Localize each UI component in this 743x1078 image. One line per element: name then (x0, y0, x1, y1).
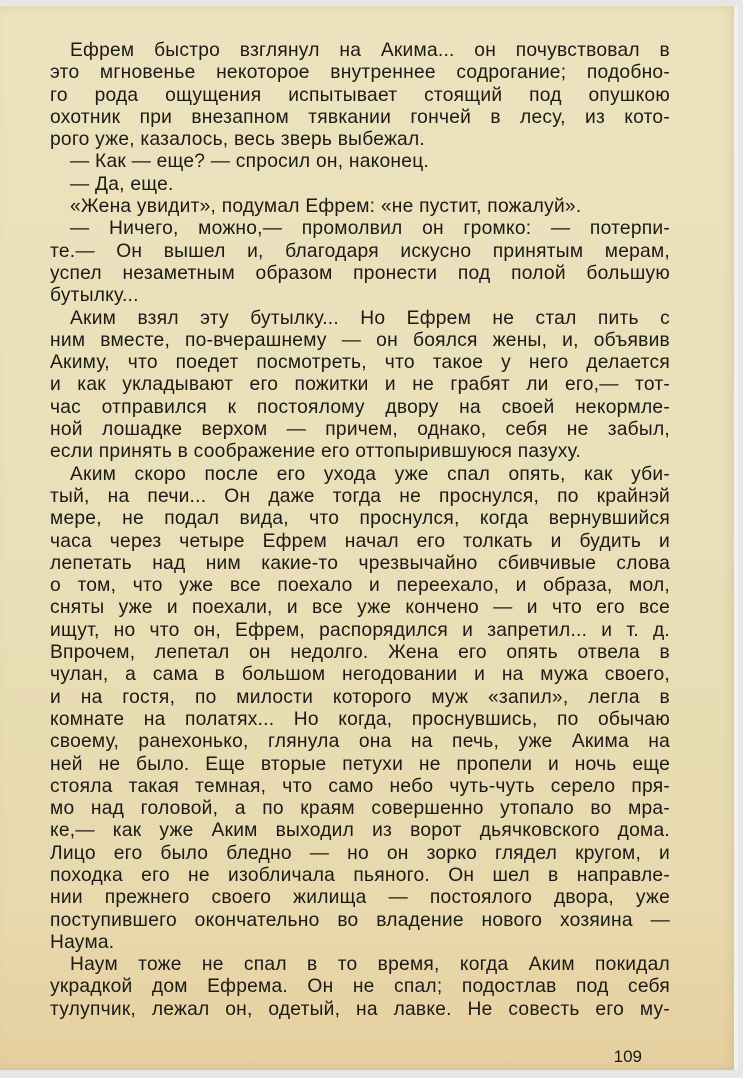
text-line: сняты уже и поехали, и все уже кончено — и что его все (50, 597, 670, 619)
text-line: го рода ощущения испытывает стоящий под опушкою (50, 84, 670, 106)
text-line: ним вместе, по-вчерашнему — он боялся жены, и, объявив (50, 329, 670, 351)
text-line: — Ничего, можно,— промолвил он громко: — потерпи- (70, 218, 670, 240)
text-line: своему, ранехонько, глянула она на печь, уже Акима на (50, 731, 670, 753)
text-line: — Как — еще? — спросил он, наконец. (70, 151, 430, 173)
text-line: те.— Он вышел и, благодаря искусно принятым мерам, (50, 240, 670, 262)
text-line: стояла такая темная, что само небо чуть-чуть серело пря- (50, 775, 670, 797)
text-line: комнате на полатях... Но когда, проснувшись, по обычаю (50, 708, 670, 730)
text-line: час отправился к постоялому двору на своей некормле- (50, 396, 670, 418)
text-line: бутылку... (50, 285, 139, 307)
text-line: Аким скоро после его ухода уже спал опять, как уби- (70, 463, 670, 485)
text-line: Наума. (50, 931, 115, 953)
text-line: походка его не изобличала пьяного. Он шел в направле- (50, 864, 670, 886)
text-line: это мгновенье некоторое внутреннее содрогание; подобно- (50, 62, 670, 84)
text-line: ищут, но что он, Ефрем, распорядился и запретил... и т. д. (50, 619, 670, 641)
text-line: и как укладывают его пожитки и не грабят ли его,— тот- (50, 374, 670, 396)
page-number: 109 (613, 1047, 642, 1066)
text-line: Акиму, что поедет посмотреть, что такое у него делается (50, 352, 670, 374)
text-line: — Да, еще. (70, 173, 174, 195)
text-line: мере, не подал вида, что проснулся, когда вернувшийся (50, 508, 670, 530)
text-line: Наум тоже не спал в то время, когда Аким покидал (70, 954, 670, 976)
text-line: Ефрем быстро взглянул на Акима... он почувствовал в (70, 40, 670, 61)
text-line: о том, что уже все поехало и переехало, и образа, мол, (50, 575, 670, 597)
text-line: если принять в соображение его оттопырившуюся пазуху. (50, 441, 582, 463)
text-line: лепетать над ним какие-то чрезвычайно сбивчивые слова (50, 552, 670, 574)
text-line: «Жена увидит», подумал Ефрем: «не пустит, пожалуй». (70, 196, 582, 218)
text-line: поступившего окончательно во владение нового хозяина — (50, 909, 670, 931)
text-line: рого уже, казалось, весь зверь выбежал. (50, 129, 425, 151)
text-line: ке,— как уже Аким выходил из ворот дьячковского дома. (50, 820, 670, 842)
text-line: охотник при внезапном тявкании гончей в лесу, из кото- (50, 106, 670, 128)
text-line: Впрочем, лепетал он недолго. Жена его опять отвела в (50, 642, 670, 664)
text-line: ной лошадке верхом — причем, однако, себя не забыл, (50, 419, 670, 441)
text-line: тый, на печи... Он даже тогда не проснулся, по крайнэй (50, 485, 670, 507)
page-body-text (50, 40, 670, 1021)
text-line: нии прежнего своего жилища — постоялого двора, уже (50, 887, 670, 909)
text-line: тулупчик, лежал он, одетый, на лавке. Не совесть его му- (50, 998, 670, 1020)
text-line: мо над головой, а по краям совершенно утопало во мра- (50, 798, 670, 820)
text-line: и на гостя, по милости которого муж «запил», легла в (50, 686, 670, 708)
text-line: ней не было. Еще вторые петухи не пропели и ночь еще (50, 753, 670, 775)
text-line: Аким взял эту бутылку... Но Ефрем не стал пить с (70, 307, 670, 329)
text-line: успел незаметным образом пронести под полой большую (50, 262, 670, 284)
text-line: часа через четыре Ефрем начал его толкать и будить и (50, 530, 670, 552)
text-line: чулан, а сама в большом негодовании и на мужа своего, (50, 664, 670, 686)
book-page (0, 6, 738, 1070)
text-line: украдкой дом Ефрема. Он не спал; подостлав под себя (50, 976, 670, 998)
text-line: Лицо его было бледно — но он зорко глядел кругом, и (50, 842, 670, 864)
